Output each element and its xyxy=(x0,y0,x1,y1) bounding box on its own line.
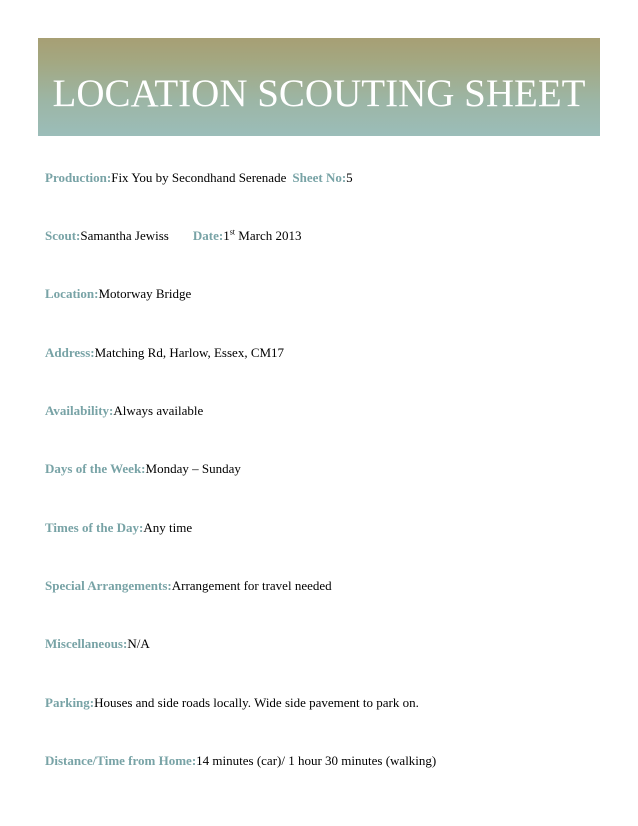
date-suffix: st xyxy=(229,227,236,237)
miscellaneous-value: N/A xyxy=(127,636,150,651)
special-arrangements-row xyxy=(45,578,332,594)
address-row xyxy=(45,345,284,361)
title-banner xyxy=(38,38,600,136)
distance-time-value: 14 minutes (car)/ 1 hour 30 minutes (walking) xyxy=(196,753,437,768)
days-of-week-row xyxy=(45,461,241,477)
address-value: Matching Rd, Harlow, Essex, CM17 xyxy=(94,345,285,360)
days-of-week-value: Monday – Sunday xyxy=(145,461,241,476)
scout-value: Samantha Jewiss xyxy=(80,228,169,243)
scout-row xyxy=(45,228,301,244)
production-value: Fix You by Secondhand Serenade xyxy=(111,170,287,185)
parking-label: Parking: xyxy=(45,695,95,710)
days-of-week-label: Days of the Week: xyxy=(45,461,146,476)
special-arrangements-value: Arrangement for travel needed xyxy=(171,578,332,593)
production-row xyxy=(45,170,353,186)
availability-label: Availability: xyxy=(45,403,114,418)
availability-row xyxy=(45,403,203,419)
availability-value: Always available xyxy=(113,403,204,418)
location-value: Motorway Bridge xyxy=(98,286,192,301)
date-value xyxy=(223,228,301,243)
production-label: Production: xyxy=(45,170,112,185)
date-label: Date: xyxy=(192,228,224,243)
times-of-day-value: Any time xyxy=(143,520,193,535)
distance-time-label: Distance/Time from Home: xyxy=(45,753,197,768)
date-day: 1 xyxy=(223,228,230,243)
sheet-no-value: 5 xyxy=(346,170,353,185)
miscellaneous-row xyxy=(45,636,150,652)
sheet-no-label: Sheet No: xyxy=(292,170,347,185)
miscellaneous-label: Miscellaneous: xyxy=(45,636,128,651)
date-rest: March 2013 xyxy=(235,228,302,243)
location-row xyxy=(45,286,191,302)
special-arrangements-label: Special Arrangements: xyxy=(45,578,172,593)
parking-row xyxy=(45,695,419,711)
scout-label: Scout: xyxy=(45,228,81,243)
page-title: LOCATION SCOUTING SHEET xyxy=(52,72,586,115)
distance-time-row xyxy=(45,753,436,769)
times-of-day-label: Times of the Day: xyxy=(45,520,144,535)
location-label: Location: xyxy=(45,286,99,301)
times-of-day-row xyxy=(45,520,192,536)
parking-value: Houses and side roads locally. Wide side pavement to park on. xyxy=(94,695,419,710)
address-label: Address: xyxy=(45,345,95,360)
